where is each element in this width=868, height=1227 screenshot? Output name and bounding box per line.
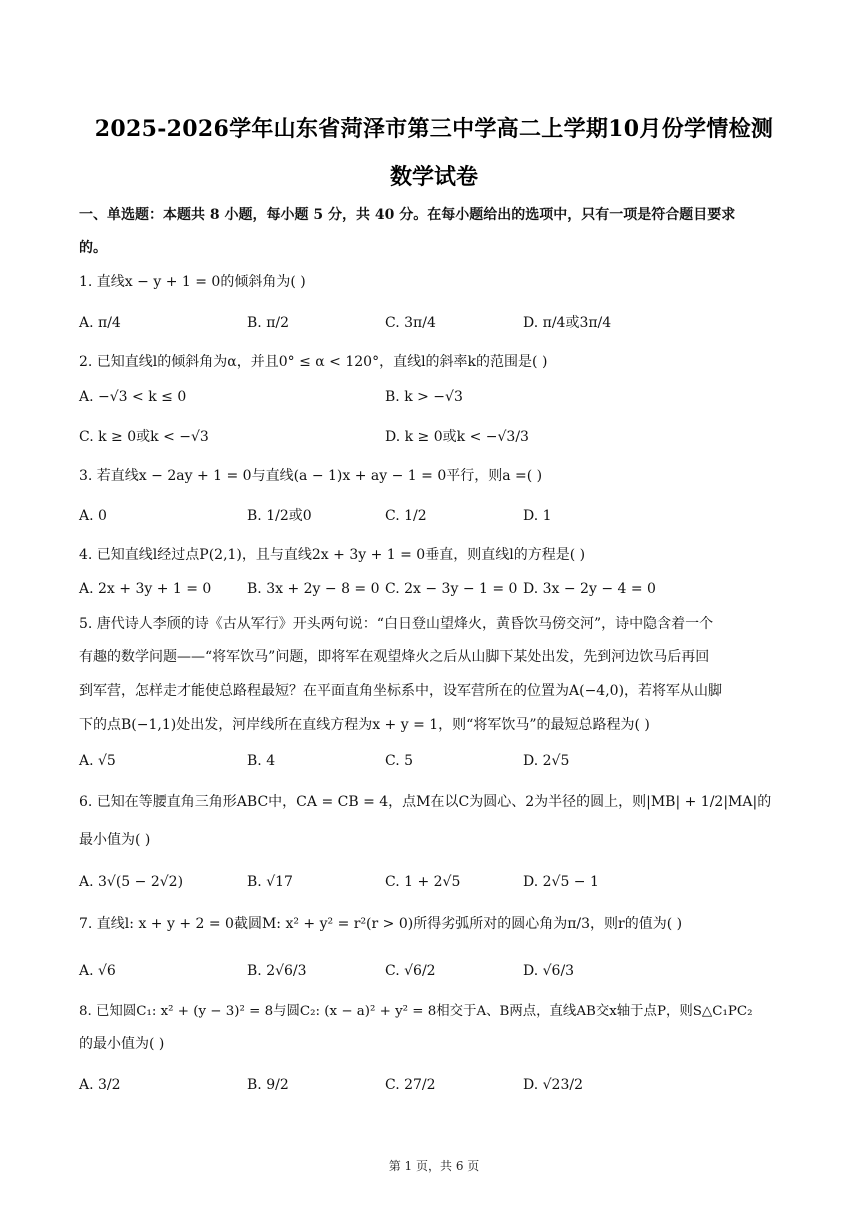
question-6-option-d: D. 2√5 − 1 <box>523 874 599 890</box>
question-6-stem-line-2: 最小值为( ) <box>79 832 151 848</box>
question-2-option-b: B. k > −√3 <box>385 389 463 405</box>
question-5-stem-line-1: 5. 唐代诗人李颀的诗《古从军行》开头两句说：“白日登山望烽火，黄昏饮马傍交河”，诗中隐含着一个 <box>79 616 714 632</box>
question-5-option-c: C. 5 <box>385 753 414 769</box>
question-3-option-d: D. 1 <box>523 508 552 524</box>
question-3-stem: 3. 若直线x − 2ay + 1 = 0与直线(a − 1)x + ay − 1 = 0平行，则a =( ) <box>79 468 543 484</box>
question-8-option-c: C. 27/2 <box>385 1077 436 1093</box>
question-8-stem-line-2: 的最小值为( ) <box>79 1036 165 1052</box>
question-2-stem: 2. 已知直线l的倾斜角为α，并且0° ≤ α < 120°，直线l的斜率k的范围是( ) <box>79 354 548 370</box>
question-4-option-b: B. 3x + 2y − 8 = 0 <box>247 581 380 597</box>
question-1-option-d: D. π/4或3π/4 <box>523 315 612 331</box>
question-6-option-b: B. √17 <box>247 874 293 890</box>
question-1-option-b: B. π/2 <box>247 315 290 331</box>
page-footer: 第 1 页，共 6 页 <box>388 1159 480 1173</box>
question-7-option-b: B. 2√6/3 <box>247 963 307 979</box>
question-4-option-a: A. 2x + 3y + 1 = 0 <box>79 581 212 597</box>
question-8-stem-line-1: 8. 已知圆C₁: x² + (y − 3)² = 8与圆C₂: (x − a)² + y² = 8相交于A、B两点，直线AB交x轴于点P，则S△C₁PC₂ <box>79 1004 753 1019</box>
question-7-option-c: C. √6/2 <box>385 963 436 979</box>
question-5-stem-line-4: 下的点B(−1,1)处出发，河岸线所在直线方程为x + y = 1，则“将军饮马”的最短总路程为( ) <box>79 717 650 733</box>
exam-title: 2025-2026学年山东省菏泽市第三中学高二上学期10月份学情检测 <box>94 116 774 142</box>
question-8-option-a: A. 3/2 <box>79 1077 121 1093</box>
question-5-stem-line-3: 到军营，怎样走才能使总路程最短？在平面直角坐标系中，设军营所在的位置为A(−4,0)，若将军从山脚 <box>79 683 723 699</box>
question-5-option-b: B. 4 <box>247 753 276 769</box>
question-8-option-b: B. 9/2 <box>247 1077 289 1093</box>
question-3-option-c: C. 1/2 <box>385 508 427 524</box>
question-3-option-b: B. 1/2或0 <box>247 508 312 524</box>
question-6-option-a: A. 3√(5 − 2√2) <box>79 874 184 890</box>
question-7-option-d: D. √6/3 <box>523 963 575 979</box>
question-5-option-d: D. 2√5 <box>523 753 570 769</box>
question-7-option-a: A. √6 <box>79 963 116 979</box>
question-5-option-a: A. √5 <box>79 753 116 769</box>
section-heading: 一、单选题：本题共 8 小题，每小题 5 分，共 40 分。在每小题给出的选项中，只有一项是符合题目要求 <box>79 207 736 223</box>
exam-subtitle: 数学试卷 <box>389 164 478 190</box>
question-4-option-d: D. 3x − 2y − 4 = 0 <box>523 581 656 597</box>
question-2-option-d: D. k ≥ 0或k < −√3/3 <box>385 429 529 445</box>
question-3-option-a: A. 0 <box>79 508 107 524</box>
section-heading-cont: 的。 <box>79 240 107 256</box>
question-8-option-d: D. √23/2 <box>523 1077 583 1093</box>
question-6-option-c: C. 1 + 2√5 <box>385 874 461 890</box>
question-2-option-a: A. −√3 < k ≤ 0 <box>79 389 187 405</box>
question-5-stem-line-2: 有趣的数学问题——“将军饮马”问题，即将军在观望烽火之后从山脚下某处出发，先到河边饮马后再回 <box>79 649 710 665</box>
question-4-stem: 4. 已知直线l经过点P(2,1)，且与直线2x + 3y + 1 = 0垂直，则直线l的方程是( ) <box>79 547 586 563</box>
question-4-option-c: C. 2x − 3y − 1 = 0 <box>385 581 518 597</box>
question-1-option-a: A. π/4 <box>79 315 121 331</box>
question-6-stem-line-1: 6. 已知在等腰直角三角形ABC中，CA = CB = 4，点M在以C为圆心、2为半径的圆上，则|MB| + 1/2|MA|的 <box>79 794 772 810</box>
question-1-stem: 1. 直线x − y + 1 = 0的倾斜角为( ) <box>79 274 306 290</box>
question-1-option-c: C. 3π/4 <box>385 315 436 331</box>
question-7-stem: 7. 直线l: x + y + 2 = 0截圆M: x² + y² = r²(r > 0)所得劣弧所对的圆心角为π/3，则r的值为( ) <box>79 916 683 932</box>
question-2-option-c: C. k ≥ 0或k < −√3 <box>79 429 209 445</box>
